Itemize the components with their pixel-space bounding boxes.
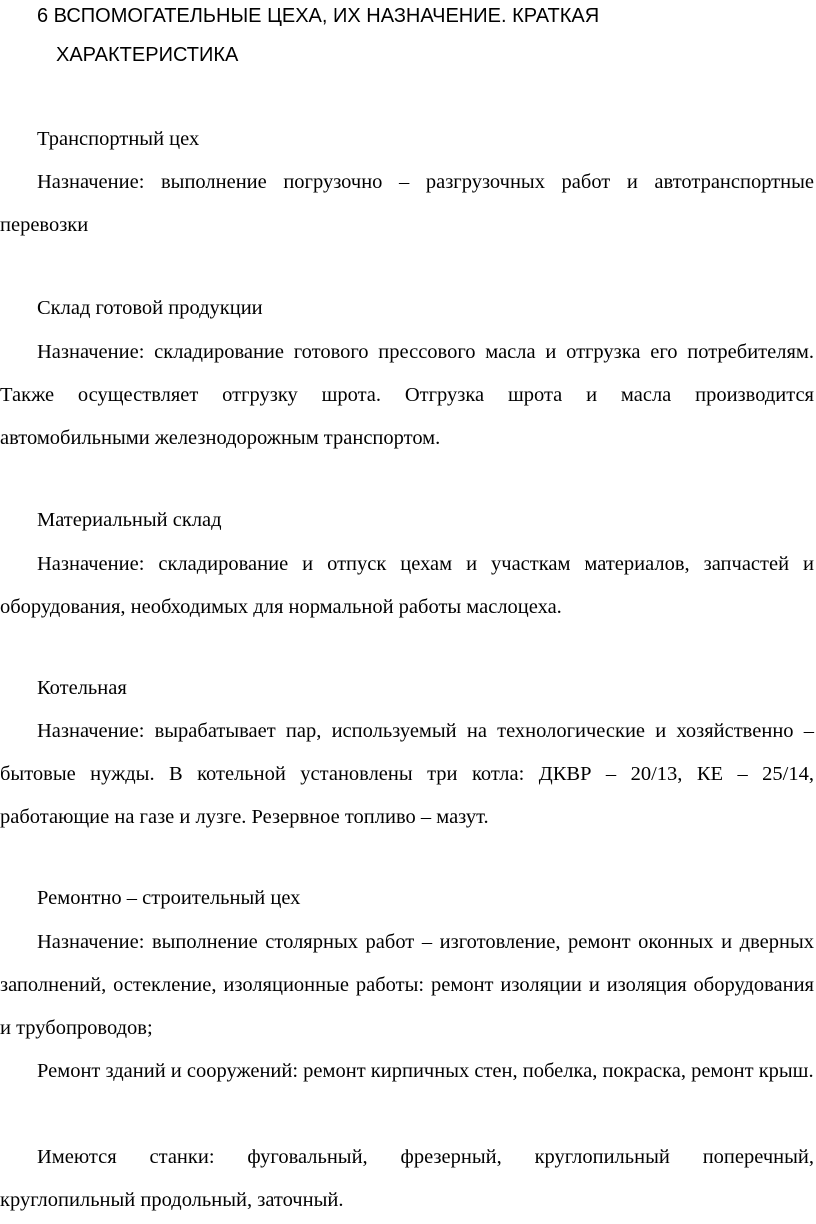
section-paragraph-repair-2: Ремонт зданий и сооружений: ремонт кирпичных стен, побелка, покраска, ремонт крыш. — [37, 1060, 814, 1082]
section-paragraph-finished-goods-warehouse: Назначение: складирование готового прессового масла и отгрузка его потребителям. Также осуществляет отгрузку шрота. Отгрузка шрота и масла производится автомобильными железнодорожным транспортом. — [0, 341, 814, 449]
heading-line-2: ХАРАКТЕРИСТИКА — [56, 44, 239, 66]
section-title-finished-goods-warehouse: Склад готовой продукции — [37, 297, 263, 319]
section-title-transport: Транспортный цех — [37, 128, 200, 150]
section-title-boiler-house: Котельная — [37, 677, 127, 699]
section-title-material-warehouse: Материальный склад — [37, 509, 222, 531]
section-paragraph-repair-3: Имеются станки: фуговальный, фрезерный, круглопильный поперечный, круглопильный продольный, заточный. — [0, 1146, 814, 1211]
section-paragraph-material-warehouse: Назначение: складирование и отпуск цехам и участкам материалов, запчастей и оборудования, необходимых для нормальной работы маслоцеха. — [0, 553, 814, 618]
section-paragraph-repair-1: Назначение: выполнение столярных работ – изготовление, ремонт оконных и дверных заполнений, остекление, изоляционные работы: ремонт изоляции и изоляция оборудования и трубопроводов; — [0, 931, 814, 1039]
section-paragraph-boiler-house: Назначение: вырабатывает пар, используемый на технологические и хозяйственно – бытовые нужды. В котельной установлены три котла: ДКВР – 20/13, КЕ – 25/14, работающие на газе и лузге. Резервное топливо – мазут. — [0, 720, 814, 828]
section-title-repair-construction-shop: Ремонтно – строительный цех — [37, 887, 301, 909]
heading-line-1: 6 ВСПОМОГАТЕЛЬНЫЕ ЦЕХА, ИХ НАЗНАЧЕНИЕ. КРАТКАЯ — [37, 5, 600, 27]
section-paragraph-transport: Назначение: выполнение погрузочно – разгрузочных работ и автотранспортные перевозки — [0, 171, 814, 236]
